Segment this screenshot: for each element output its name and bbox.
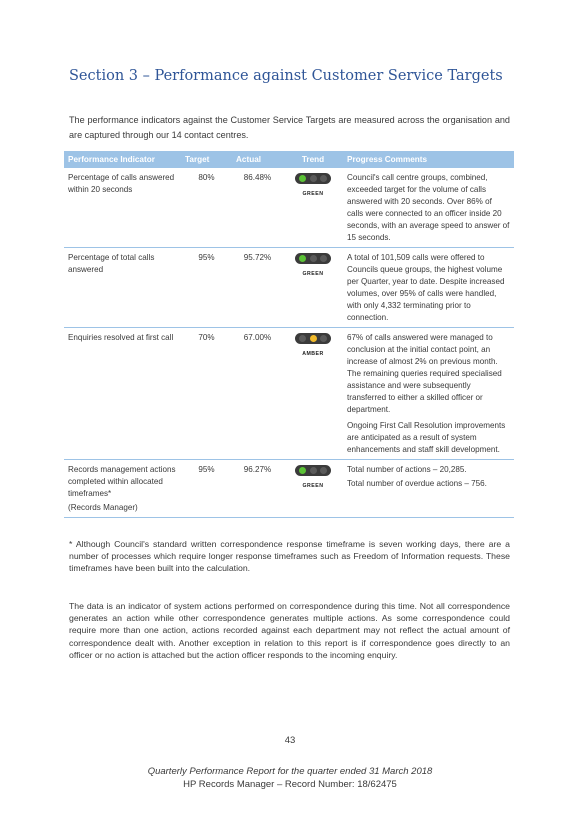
- comment-text: A total of 101,509 calls were offered to Councils queue groups, the highest volume per Quarter, year to date. Despite increased volumes, over 95% of calls were handled, with only 4,332 terminating prior to connection.: [347, 253, 505, 322]
- actual-cell: 67.00%: [232, 328, 283, 460]
- indicator-cell: Percentage of total calls answered: [64, 248, 181, 328]
- footer-report-title: Quarterly Performance Report for the quarter ended 31 March 2018: [147, 766, 433, 777]
- actual-cell: 86.48%: [232, 168, 283, 248]
- trend-cell: [283, 328, 343, 460]
- traffic-light-icon: [295, 333, 331, 344]
- comments-cell: [343, 460, 514, 518]
- comment-text: Ongoing First Call Resolution improvements are anticipated as a result of system enhancements and staff skill development.: [347, 421, 506, 454]
- traffic-light-icon: [295, 173, 331, 184]
- intro-paragraph: The performance indicators against the Customer Service Targets are measured across the organisation and are captured through our 14 contact centres.: [69, 115, 510, 140]
- performance-table: [64, 151, 514, 518]
- target-cell: 80%: [181, 168, 232, 248]
- target-cell: 95%: [181, 460, 232, 518]
- comment-text: Total number of actions – 20,285.: [347, 465, 467, 474]
- table-row: [64, 328, 514, 460]
- page-number: 43: [284, 735, 296, 746]
- indicator-cell: [64, 460, 181, 518]
- indicator-text: Records management actions completed within allocated timeframes*: [68, 465, 176, 498]
- table-row: [64, 460, 514, 518]
- footnote-timeframes: * Although Council's standard written correspondence response timeframe is seven working days, there are a number of processes which require longer response timeframes such as Freedom of Information requests. These timeframes have been built into the calculation.: [69, 539, 510, 574]
- header-actual: Actual: [232, 151, 283, 168]
- comments-cell: [343, 248, 514, 328]
- indicator-note: (Records Manager): [68, 503, 138, 512]
- header-performance-indicator: Performance Indicator: [64, 151, 181, 168]
- actual-cell: 96.27%: [232, 460, 283, 518]
- trend-status-label: GREEN: [302, 271, 324, 277]
- footer-record-number: HP Records Manager – Record Number: 18/62475: [183, 779, 397, 790]
- footnote-data-indicator: The data is an indicator of system actions performed on correspondence during this time. Not all correspondence generates an action while other correspondence generates multiple actions. As some correspondence could require more than one action, actions recorded against each department may not reflect the actual amount of correspondence dealt with. Another exception in relation to this report is if correspondence goes directly to an officer or no action is attached but the action officer responds to the incoming enquiry.: [69, 601, 510, 660]
- target-cell: 70%: [181, 328, 232, 460]
- indicator-cell: Enquiries resolved at first call: [64, 328, 181, 460]
- trend-status-label: GREEN: [302, 483, 324, 489]
- comment-text: Council's call centre groups, combined, exceeded target for the volume of calls answered with 20 seconds. Over 86% of calls were connected to an officer inside 20 seconds, with an average speed to answer of 15 seconds.: [347, 173, 510, 242]
- table-header-row: [64, 151, 514, 168]
- header-progress-comments: Progress Comments: [343, 151, 514, 168]
- comments-cell: [343, 168, 514, 248]
- comments-cell: [343, 328, 514, 460]
- actual-cell: 95.72%: [232, 248, 283, 328]
- trend-status-label: GREEN: [302, 191, 324, 197]
- header-target: Target: [181, 151, 232, 168]
- trend-status-label: AMBER: [302, 351, 324, 357]
- section-title: Section 3 – Performance against Customer Service Targets: [69, 68, 503, 84]
- target-cell: 95%: [181, 248, 232, 328]
- comment-text: 67% of calls answered were managed to conclusion at the initial contact point, an increase of almost 2% on previous month. The remaining queries required specialised assistance and were subsequently transferred to either a skilled officer or department.: [347, 333, 502, 414]
- table-row: [64, 168, 514, 248]
- comment-text: Total number of overdue actions – 756.: [347, 479, 487, 488]
- trend-cell: [283, 168, 343, 248]
- trend-cell: [283, 248, 343, 328]
- traffic-light-icon: [295, 465, 331, 476]
- traffic-light-icon: [295, 253, 331, 264]
- table-row: [64, 248, 514, 328]
- indicator-cell: Percentage of calls answered within 20 seconds: [64, 168, 181, 248]
- header-trend: Trend: [283, 151, 343, 168]
- trend-cell: [283, 460, 343, 518]
